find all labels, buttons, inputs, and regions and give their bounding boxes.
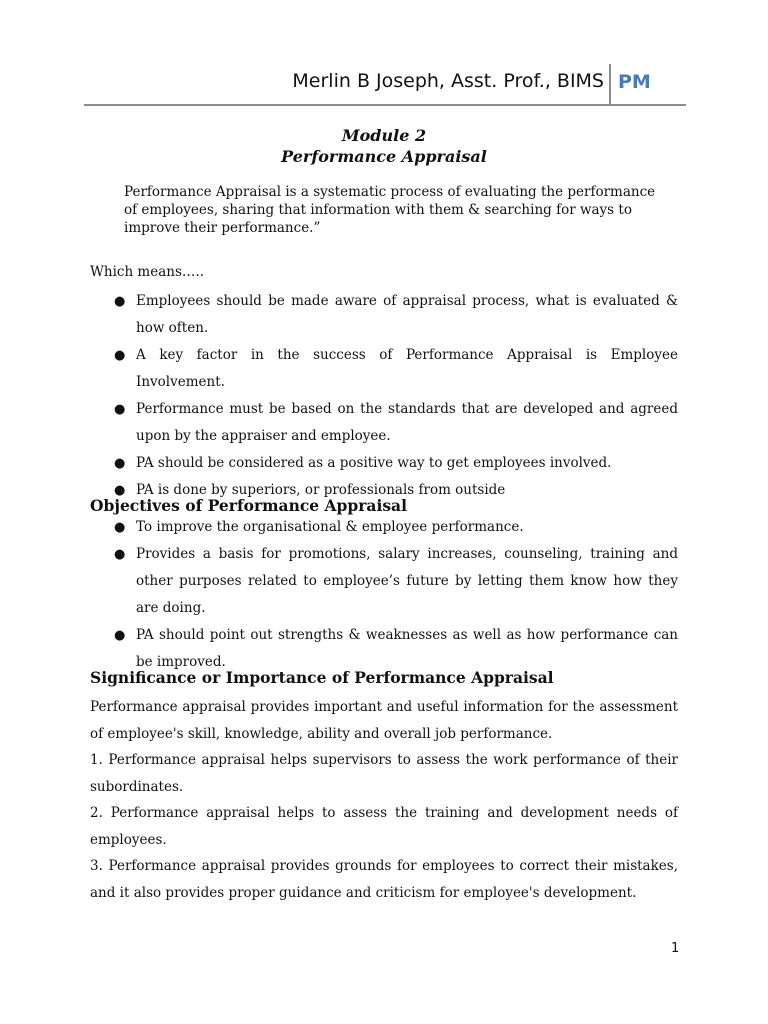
objectives-list (90, 514, 678, 676)
bullet-icon: ● (114, 294, 126, 309)
list-item: ● PA is done by superiors, or professionals from outside (90, 477, 678, 504)
bullet-icon: ● (114, 547, 126, 562)
list-item: ● Performance must be based on the standards that are developed and agreed upon by the appraiser and employee. (90, 396, 678, 450)
significance-heading: Significance or Importance of Performance Appraisal (90, 668, 554, 687)
header-author: Merlin B Joseph, Asst. Prof., BIMS (292, 70, 604, 92)
objectives-heading: Objectives of Performance Appraisal (90, 496, 407, 515)
list-item: ● Provides a basis for promotions, salary increases, counseling, training and other purposes related to employee’s future by letting them know how they are doing. (90, 541, 678, 622)
bullet-icon: ● (114, 483, 126, 498)
header-tag: PM (618, 71, 651, 93)
bullet-icon: ● (114, 628, 126, 643)
page-header (84, 64, 686, 106)
module-title: Module 2 (341, 126, 427, 145)
significance-point-3: 3. Performance appraisal provides grounds for employees to correct their mistakes, and it also provides proper guidance and criticism for employee's development. (90, 858, 678, 901)
significance-paragraph: Performance appraisal provides important and useful information for the assessment of employee's skill, knowledge, ability and overall job performance. (90, 699, 678, 742)
significance-point-1: 1. Performance appraisal helps supervisors to assess the work performance of their subordinates. (90, 752, 678, 795)
list-item: ● PA should point out strengths & weaknesses as well as how performance can be improved. (90, 622, 678, 676)
bullet-icon: ● (114, 348, 126, 363)
which-means-label: Which means….. (90, 264, 204, 280)
list-item: ● Employees should be made aware of appraisal process, what is evaluated & how often. (90, 288, 678, 342)
bullet-icon: ● (114, 402, 126, 417)
bullet-icon: ● (114, 456, 126, 471)
list-item: ● PA should be considered as a positive way to get employees involved. (90, 450, 678, 477)
list-item: ● To improve the organisational & employee performance. (90, 514, 678, 541)
list-item: ● A key factor in the success of Performance Appraisal is Employee Involvement. (90, 342, 678, 396)
intro-definition: Performance Appraisal is a systematic process of evaluating the performance of employees, sharing that information with them & searching for ways to improve their performance.” (124, 184, 656, 236)
subject-title: Performance Appraisal (281, 147, 487, 166)
bullet-icon: ● (114, 520, 126, 535)
page-number: 1 (671, 941, 680, 956)
which-means-list (90, 288, 678, 504)
header-divider (609, 64, 611, 104)
significance-point-2: 2. Performance appraisal helps to assess the training and development needs of employees. (90, 805, 678, 848)
document-title (90, 125, 678, 167)
